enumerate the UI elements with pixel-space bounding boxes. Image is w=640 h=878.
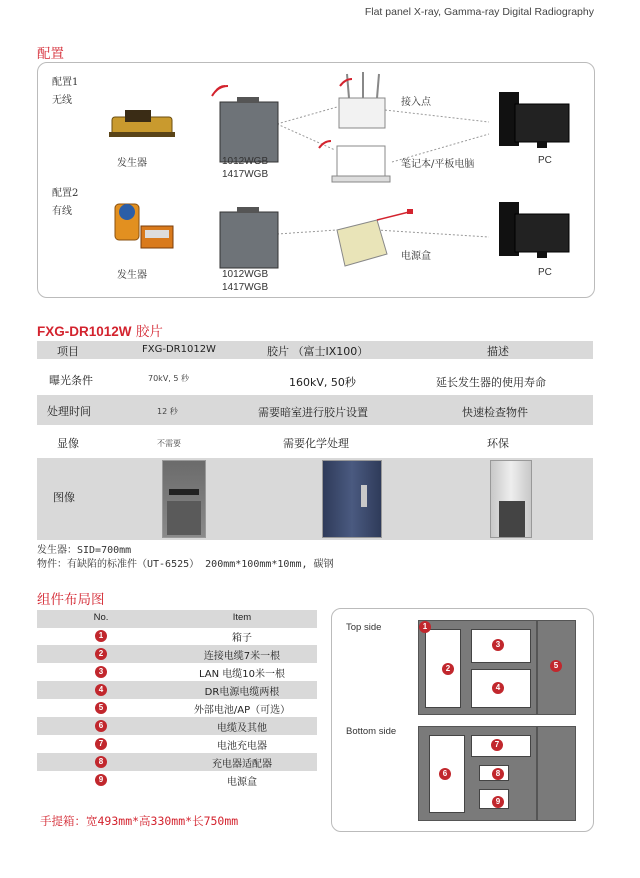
generator-wired-label: 发生器 [117,270,147,281]
number-badge: 9 [95,774,107,786]
number-badge: 2 [95,648,107,660]
col-item: Item [232,612,252,623]
layout-badge-1: 1 [419,621,431,633]
pc-image-2 [499,202,569,258]
number-badge: 1 [95,630,107,642]
component-name: 外部电池/AP（可选） [193,705,291,716]
component-name: 连接电缆7米一根 [203,651,281,662]
layout-badge-4: 4 [492,682,504,694]
pc-label-1: PC [538,155,552,166]
case-size: 手提箱：宽493mm*高330mm*长750mm [40,814,239,828]
component-name: 充电器适配器 [212,759,272,770]
component-row [37,735,317,753]
config1-mode: 无线 [52,95,72,106]
cell-label: 曝光条件 [49,374,93,387]
flat-panel-wired-image [220,207,278,268]
component-row [37,645,317,663]
access-point-label: 接入点 [401,97,431,108]
config1-label: 配置1 [52,77,79,88]
cell-fxg: 不需要 [157,439,181,448]
layout-badge-7: 7 [491,739,503,751]
compare-row-image [37,458,593,540]
cell-desc: 环保 [487,437,509,450]
compare-table-header [37,341,593,359]
header-film: 胶片 （富士IX100） [267,345,369,358]
number-badge: 3 [95,666,107,678]
components-section-title: 组件布局图 [37,592,105,608]
top-side-label: Top side [346,622,382,633]
fxg-radiograph-image [162,460,206,538]
config-diagram [37,62,595,298]
component-row [37,627,317,645]
cell-fxg: 70kV, 5 秒 [148,374,190,383]
components-header [37,610,317,628]
layout-badge-6: 6 [439,768,451,780]
header-desc: 描述 [487,345,509,358]
layout-badge-3: 3 [492,639,504,651]
compare-row-develop [37,428,593,456]
cell-film: 160kV, 50秒 [289,376,356,389]
layout-badge-8: 8 [492,768,504,780]
col-no: No. [93,612,109,623]
generator-wireless-label: 发生器 [117,158,147,169]
config2-mode: 有线 [52,206,72,217]
component-name: 箱子 [232,633,252,644]
component-name: 电缆及其他 [217,723,267,734]
number-badge: 7 [95,738,107,750]
laptop-image [332,146,390,182]
layout-badge-5: 5 [550,660,562,672]
panel-wireless-model1: 1012WGB [222,156,269,167]
pc-label-2: PC [538,267,552,278]
header-item: 项目 [57,345,79,358]
panel-wired-model2: 1417WGB [222,282,269,293]
cell-label: 显像 [57,437,79,450]
compare-title-suffix: 胶片 [135,324,163,340]
component-name: DR电源电缆两根 [204,687,280,698]
header-fxg: FXG-DR1012W [142,344,216,355]
component-row [37,717,317,735]
power-box-label: 电源盒 [401,251,431,262]
component-row [37,663,317,681]
number-badge: 4 [95,684,107,696]
compare-section-title [37,320,163,340]
component-name: 电源盒 [227,777,257,788]
note-generator: 发生器：SID=700mm [37,545,132,556]
component-row [37,699,317,717]
laptop-label: 笔记本/平板电脑 [401,159,475,170]
cell-film: 需要化学处理 [283,437,349,450]
cell-desc: 延长发生器的使用寿命 [436,376,546,389]
note-object: 物件：有缺陷的标准件（UT-6525） 200mm*100mm*10mm, 碳钢 [37,559,334,570]
layout-badge-9: 9 [492,796,504,808]
compare-row-exposure [37,364,593,392]
compare-row-processing [37,395,593,425]
cell-desc: 快速检查物件 [462,406,528,419]
component-row [37,681,317,699]
component-name: 电池充电器 [217,741,267,752]
layout-badge-2: 2 [442,663,454,675]
number-badge: 8 [95,756,107,768]
bottom-side-label: Bottom side [346,726,397,737]
number-badge: 6 [95,720,107,732]
component-row [37,771,317,789]
flat-panel-wireless-image [220,97,278,162]
page-header-title: Flat panel X-ray, Gamma-ray Digital Radiography [364,6,594,18]
film-radiograph-image [322,460,382,538]
component-row [37,753,317,771]
cell-label: 处理时间 [47,405,91,418]
generator-wireless-image [109,110,175,137]
config2-label: 配置2 [52,188,79,199]
component-name: LAN 电缆10米一根 [198,669,286,680]
cell-fxg: 12 秒 [157,407,178,416]
pc-image-1 [499,92,569,148]
cell-label: 图像 [53,491,75,504]
config-section-title: 配置 [37,46,64,62]
panel-wireless-model2: 1417WGB [222,169,269,180]
compare-title-model: FXG-DR1012W [37,324,132,339]
cell-film: 需要暗室进行胶片设置 [258,406,368,419]
panel-wired-model1: 1012WGB [222,269,269,280]
generator-wired-image [115,204,173,248]
environment-image [490,460,532,538]
layout-diagram-panel [331,608,594,832]
number-badge: 5 [95,702,107,714]
